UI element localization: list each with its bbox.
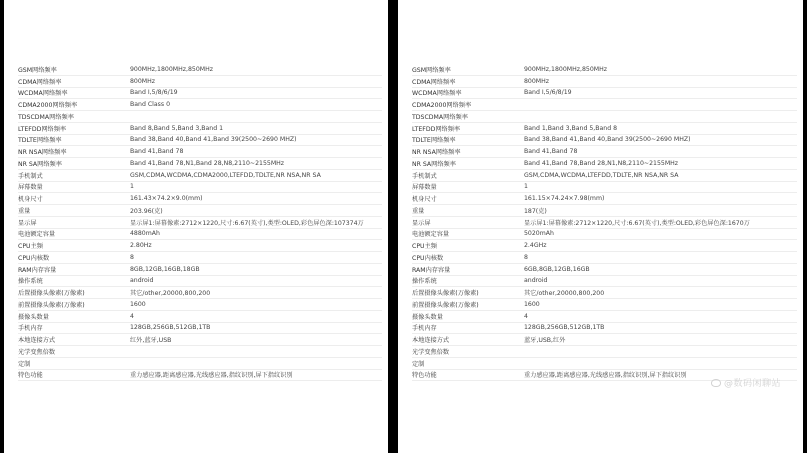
spec-label: 本地连接方式 <box>18 337 56 345</box>
spec-label: GSM网络频率 <box>18 66 57 74</box>
spec-value: 1 <box>130 183 134 191</box>
spec-label: TDSCDMA网络频率 <box>18 113 74 121</box>
spec-label: RAM内存容量 <box>18 266 57 274</box>
spec-panel-left <box>4 0 388 453</box>
spec-row <box>18 252 382 264</box>
spec-value: 2.4GHz <box>524 242 547 250</box>
spec-row <box>412 264 797 276</box>
spec-label: 手机制式 <box>412 172 437 180</box>
spec-row <box>412 323 797 335</box>
spec-value: 1600 <box>524 300 540 308</box>
spec-label: 摄像头数量 <box>412 313 443 321</box>
spec-value: 900MHz,1800MHz,850MHz <box>524 65 608 73</box>
spec-label: NR SA网络频率 <box>18 160 62 168</box>
spec-row <box>18 64 382 76</box>
spec-row <box>412 205 797 217</box>
spec-row <box>18 370 382 382</box>
spec-value: Band 41,Band 78 <box>524 148 578 156</box>
spec-label: 本地连接方式 <box>412 337 450 345</box>
spec-value: 其它/other,20000,800,200 <box>130 290 211 298</box>
spec-table-left <box>18 64 382 381</box>
spec-label: 后置摄像头像素(万像素) <box>412 290 479 298</box>
spec-value: Band 41,Band 78,N1,Band 28,N8,2110~2155MHz <box>130 159 285 167</box>
spec-label: 电池额定容量 <box>18 231 56 239</box>
spec-row <box>18 323 382 335</box>
spec-label: 光学变焦倍数 <box>18 348 56 356</box>
spec-label: 电池额定容量 <box>412 231 450 239</box>
spec-label: 前置摄像头像素(万像素) <box>18 301 85 309</box>
spec-row <box>18 76 382 88</box>
spec-row <box>18 287 382 299</box>
spec-value: 1 <box>524 183 528 191</box>
watermark <box>711 376 781 389</box>
spec-label: CDMA2000网络频率 <box>412 102 472 110</box>
spec-value: Band Ⅰ,5/6/8/19 <box>524 89 572 97</box>
spec-label: NR SA网络频率 <box>412 160 456 168</box>
spec-row <box>412 170 797 182</box>
spec-row <box>18 99 382 111</box>
spec-value: 重力感应器,距离感应器,光线感应器,指纹识别,屏下指纹识别 <box>524 372 687 380</box>
spec-label: CDMA2000网络频率 <box>18 102 78 110</box>
spec-row <box>412 193 797 205</box>
spec-row <box>18 264 382 276</box>
spec-value: 4880mAh <box>130 230 160 238</box>
spec-value: GSM,CDMA,WCDMA,LTEFDD,TDLTE,NR NSA,NR SA <box>524 171 679 179</box>
spec-row <box>412 358 797 370</box>
spec-value: 8 <box>524 253 528 261</box>
spec-row <box>412 123 797 135</box>
spec-value: 1600 <box>130 300 146 308</box>
spec-row <box>18 346 382 358</box>
spec-value: android <box>130 277 154 285</box>
spec-label: CPU内核数 <box>18 254 50 262</box>
spec-label: 特色功能 <box>18 372 43 380</box>
spec-row <box>18 182 382 194</box>
spec-row <box>18 217 382 229</box>
spec-value: Band 1,Band 3,Band 5,Band 8 <box>524 124 618 132</box>
spec-value: 重力感应器,距离感应器,光线感应器,指纹识别,屏下指纹识别 <box>130 372 293 380</box>
spec-value: 800MHz <box>524 77 550 85</box>
spec-row <box>412 299 797 311</box>
spec-row <box>412 88 797 100</box>
spec-label: 摄像头数量 <box>18 313 49 321</box>
spec-value: 4 <box>524 312 528 320</box>
spec-label: 机身尺寸 <box>18 196 43 204</box>
spec-row <box>412 252 797 264</box>
spec-row <box>18 88 382 100</box>
spec-label: 机身尺寸 <box>412 196 437 204</box>
spec-row <box>18 276 382 288</box>
spec-value: 红外,蓝牙,USB <box>130 337 172 345</box>
spec-panel-right <box>398 0 803 453</box>
spec-value: 显示屏1:屏幕像素:2712×1220,尺寸:6.67(英寸),类型:OLED,彩色屏色深:107374万 <box>130 219 364 227</box>
spec-row <box>412 334 797 346</box>
spec-value: 161.43×74.2×9.0(mm) <box>130 195 203 203</box>
spec-label: NR NSA网络频率 <box>18 149 67 157</box>
spec-label: 重量 <box>412 207 425 215</box>
spec-value: 蓝牙,USB,红外 <box>524 337 566 345</box>
spec-label: 操作系统 <box>412 278 437 286</box>
spec-row <box>18 123 382 135</box>
spec-row <box>412 217 797 229</box>
spec-value: 187(克) <box>524 207 547 215</box>
spec-value: 800MHz <box>130 77 156 85</box>
spec-row <box>412 76 797 88</box>
spec-label: WCDMA网络频率 <box>18 90 68 98</box>
spec-value: Band Ⅰ,5/8/6/19 <box>130 89 178 97</box>
spec-row <box>18 299 382 311</box>
spec-row <box>412 287 797 299</box>
weibo-icon <box>711 379 721 387</box>
spec-value: 6GB,8GB,12GB,16GB <box>524 265 590 273</box>
spec-value: Band 41,Band 78 <box>130 148 184 156</box>
spec-label: 后置摄像头像素(万像素) <box>18 290 85 298</box>
spec-value: Band 38,Band 41,Band 40,Band 39(2500~2690 MHZ) <box>524 136 691 144</box>
spec-table-right <box>412 64 797 381</box>
spec-label: 手机制式 <box>18 172 43 180</box>
spec-label: 屏幕数量 <box>412 184 437 192</box>
spec-value: 8 <box>130 253 134 261</box>
spec-value: 其它/other,20000,800,200 <box>524 290 605 298</box>
spec-value: 128GB,256GB,512GB,1TB <box>130 324 211 332</box>
spec-value: 900MHz,1800MHz,850MHz <box>130 65 214 73</box>
spec-label: GSM网络频率 <box>412 66 451 74</box>
spec-value: Band 41,Band 78,Band 28,N1,N8,2110~2155MHz <box>524 159 679 167</box>
spec-label: 定制 <box>18 360 31 368</box>
spec-row <box>18 205 382 217</box>
spec-row <box>412 346 797 358</box>
spec-row <box>18 229 382 241</box>
spec-label: 前置摄像头像素(万像素) <box>412 301 479 309</box>
spec-value: 161.15×74.24×7.98(mm) <box>524 195 605 203</box>
spec-value: 8GB,12GB,16GB,18GB <box>130 265 200 273</box>
spec-row <box>18 146 382 158</box>
spec-row <box>18 193 382 205</box>
spec-label: TDLTE网络频率 <box>18 137 62 145</box>
spec-label: 手机内存 <box>412 325 437 333</box>
spec-value: Band 38,Band 40,Band 41,Band 39(2500~2690 MHZ) <box>130 136 297 144</box>
spec-row <box>412 229 797 241</box>
spec-row <box>18 135 382 147</box>
spec-label: 显示屏 <box>412 219 431 227</box>
spec-row <box>412 240 797 252</box>
spec-row <box>412 99 797 111</box>
spec-value: GSM,CDMA,WCDMA,CDMA2000,LTEFDD,TDLTE,NR NSA,NR SA <box>130 171 321 179</box>
spec-label: 显示屏 <box>18 219 37 227</box>
spec-row <box>18 334 382 346</box>
watermark-text: @数码闲聊站 <box>723 379 781 389</box>
spec-label: 手机内存 <box>18 325 43 333</box>
spec-label: CDMA网络频率 <box>412 78 456 86</box>
spec-row <box>412 276 797 288</box>
spec-row <box>18 240 382 252</box>
spec-row <box>18 158 382 170</box>
spec-row <box>18 111 382 123</box>
spec-row <box>412 182 797 194</box>
spec-label: LTEFDD网络频率 <box>412 125 461 133</box>
spec-label: LTEFDD网络频率 <box>18 125 67 133</box>
spec-row <box>412 135 797 147</box>
spec-value: 显示屏1:屏幕像素:2712×1220,尺寸:6.67(英寸),类型:OLED,彩色屏色深:1670万 <box>524 219 750 227</box>
spec-label: RAM内存容量 <box>412 266 451 274</box>
spec-value: Band Class 0 <box>130 101 171 109</box>
spec-value: 203.96(克) <box>130 207 163 215</box>
spec-label: 定制 <box>412 360 425 368</box>
spec-label: CPU内核数 <box>412 254 444 262</box>
spec-label: 光学变焦倍数 <box>412 348 450 356</box>
spec-row <box>18 170 382 182</box>
spec-row <box>18 358 382 370</box>
spec-row <box>412 311 797 323</box>
spec-label: 特色功能 <box>412 372 437 380</box>
spec-label: WCDMA网络频率 <box>412 90 462 98</box>
spec-label: CDMA网络频率 <box>18 78 62 86</box>
spec-value: 4 <box>130 312 134 320</box>
spec-value: 128GB,256GB,512GB,1TB <box>524 324 605 332</box>
spec-label: 屏幕数量 <box>18 184 43 192</box>
spec-row <box>412 146 797 158</box>
spec-label: CPU主频 <box>412 243 437 251</box>
spec-row <box>18 311 382 323</box>
spec-label: CPU主频 <box>18 243 43 251</box>
spec-label: NR NSA网络频率 <box>412 149 461 157</box>
spec-value: 2.80Hz <box>130 242 152 250</box>
spec-row <box>412 64 797 76</box>
spec-row <box>412 111 797 123</box>
spec-value: 5020mAh <box>524 230 554 238</box>
spec-label: 操作系统 <box>18 278 43 286</box>
spec-value: Band 8,Band 5,Band 3,Band 1 <box>130 124 224 132</box>
center-divider <box>388 0 398 453</box>
spec-label: 重量 <box>18 207 31 215</box>
spec-row <box>412 158 797 170</box>
spec-value: android <box>524 277 548 285</box>
spec-label: TDSCDMA网络频率 <box>412 113 468 121</box>
right-border <box>803 0 807 453</box>
spec-label: TDLTE网络频率 <box>412 137 456 145</box>
